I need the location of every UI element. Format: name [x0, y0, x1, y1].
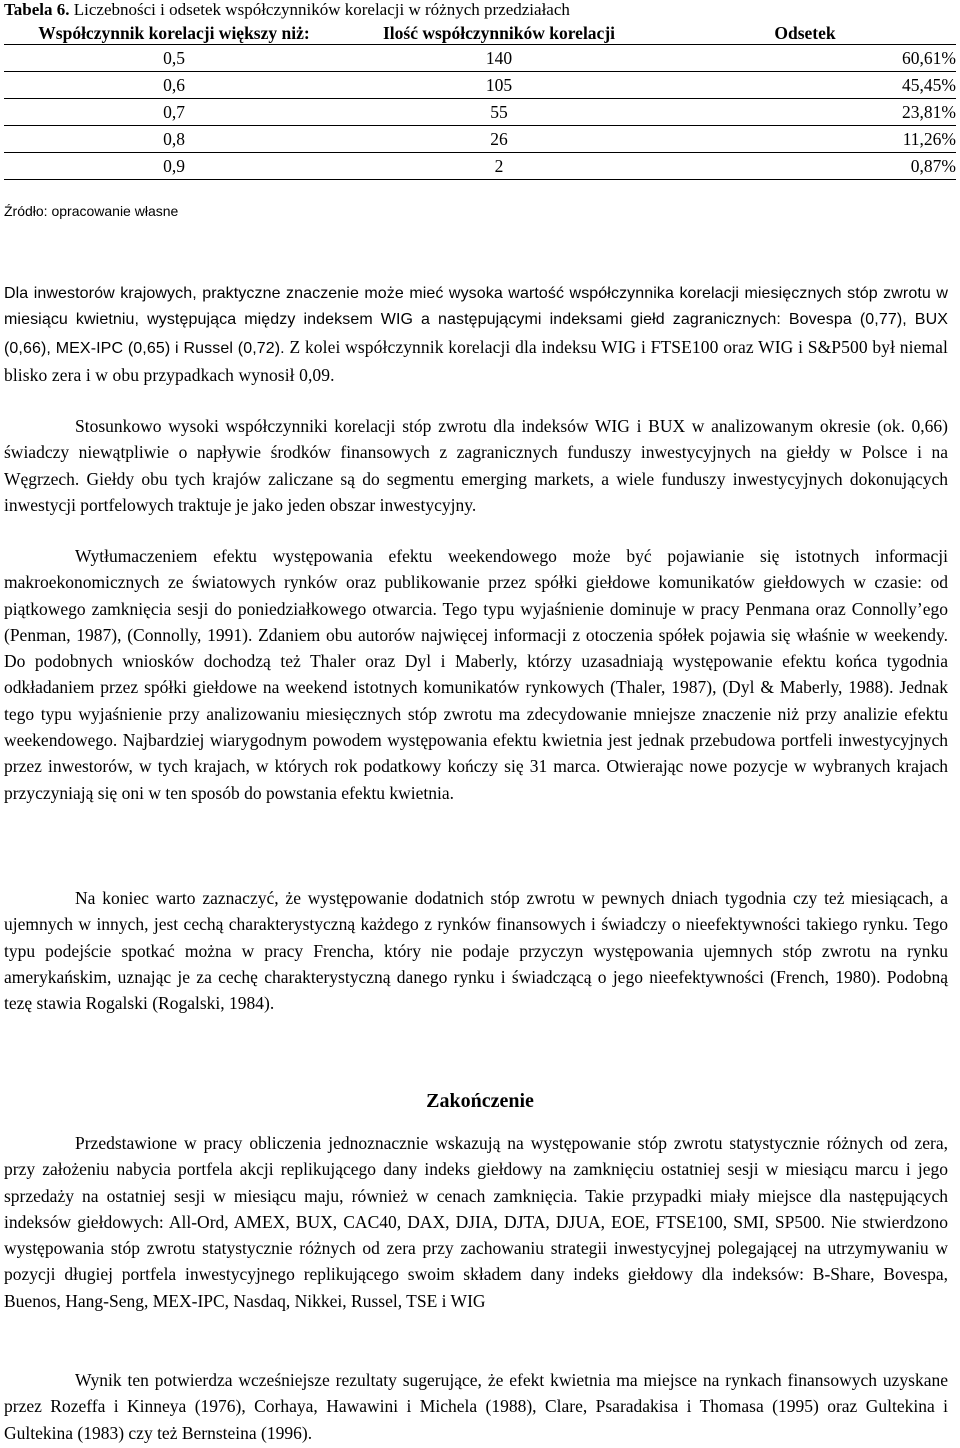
cell-threshold: 0,9 — [4, 153, 344, 180]
paragraph-confirmation: Wynik ten potwierdza wcześniejsze rezultaty sugerujące, że efekt kwietnia ma miejsce na rynkach finansowych uzyskane przez Rozeffa i Kinneya (1976), Corhaya, Hawawini i Michela (1988), Clare, Psaradakisa i Thomasa (1995) oraz Gultekina i Gultekina (1983) czy też Bernsteina (1996). — [4, 1370, 948, 1443]
paragraph-correlation-text: Dla inwestorów krajowych, praktyczne znaczenie może mieć wysoka wartość współczynnika korelacji miesięcznych stóp zwrotu w miesiącu kwietniu, występująca między indeksem WIG a następującymi indeksami giełd zagranicznych: Bovespa (0,77), BUX (0,66), MEX-IPC (0,65) i Russel (0,72). — [4, 285, 948, 357]
cell-threshold: 0,7 — [4, 99, 344, 126]
paragraph-correlation-text-cont: Z kolei współczynnik korelacji dla indeksu WIG i FTSE100 oraz WIG i S&P500 był niemal blisko zera i w obu przypadkach wynosił 0,09. — [4, 336, 948, 385]
table-row — [4, 153, 956, 180]
table-caption-label: Tabela 6. — [4, 0, 70, 19]
table-caption — [4, 0, 956, 20]
cell-percent: 11,26% — [654, 126, 956, 153]
table-row — [4, 126, 956, 153]
section-heading: Zakończenie — [426, 1090, 534, 1112]
table-source-note: Źródło: opracowanie własne — [4, 203, 179, 219]
column-header-percent: Odsetek — [654, 22, 956, 45]
cell-count: 55 — [344, 99, 654, 126]
paragraph-market-inefficiency: Na koniec warto zaznaczyć, że występowanie dodatnich stóp zwrotu w pewnych dniach tygodnia czy też miesiącach, a ujemnych w innych, jest cechą charakterystyczną każdego z rynków finansowych i świadczy o nieefektywności takiego rynku. Tego typu podejście spotkać można w pracy Frencha, który nie podaje przyczyn występowania ujemnych stóp zwrotu na rynku amerykańskim, uznając je za cechę charakterystyczną danego rynku i świadczącą o jego nieefektywności (French, 1980). Podobną tezę stawia Rogalski (Rogalski, 1984). — [4, 888, 948, 1014]
cell-percent: 0,87% — [654, 153, 956, 180]
cell-threshold: 0,6 — [4, 72, 344, 99]
column-header-count: Ilość współczynników korelacji — [344, 22, 654, 45]
cell-percent: 60,61% — [654, 45, 956, 72]
paragraph-conclusion: Przedstawione w pracy obliczenia jednoznacznie wskazują na występowanie stóp zwrotu statystycznie różnych od zera, przy założeniu nabycia portfela akcji replikującego dany indeks giełdowy na zamknięciu ostatniej sesji w miesiącu marcu i jego sprzedaży na ostatniej sesji w miesiącu maju, również w cenach zamknięcia. Takie przypadki miały miejsce dla następujących indeksów giełdowych: All-Ord, AMEX, BUX, CAC40, DAX, DJIA, DJTA, DJUA, EOE, FTSE100, SMI, SP500. Nie stwierdzono występowania stóp zwrotu statystycznie różnych od zera przy zachowaniu strategii inwestycyjnej polegającej na utrzymywaniu w pozycji długiej portfela inwestycyjnego replikującego swoim składem dany indeks giełdowy dla indeksów: B-Share, Bovespa, Buenos, Hang-Seng, MEX-IPC, Nasdaq, Nikkei, Russel, TSE i WIG — [4, 1133, 948, 1311]
cell-threshold: 0,5 — [4, 45, 344, 72]
table-header-row — [4, 22, 956, 45]
paragraph-weekend-effect: Wytłumaczeniem efektu występowania efektu weekendowego może być pojawianie się istotnych informacji makroekonomicznych ze światowych rynków oraz publikowanie przez spółki giełdowe komunikatów giełdowych w czasie: od piątkowego zamknięcia sesji do poniedziałkowego otwarcia. Tego typu wyjaśnienie dominuje w pracy Penmana oraz Connolly’ego (Penman, 1987), (Connolly, 1991). Zdaniem obu autorów najwięcej informacji z otoczenia spółek pojawia się właśnie w weekendy. Do podobnych wniosków dochodzą też Thaler oraz Dyl i Maberly, którzy uzasadniają występowanie efektu końca tygodnia odkładaniem przez spółki giełdowe na weekend istotnych komunikatów rynkowych (Thaler, 1987), (Dyl & Maberly, 1988). Jednak tego typu wyjaśnienie przy analizowaniu miesięcznych stóp zwrotu ma zdecydowanie mniejsze znaczenie niż przy analizie efektu weekendowego. Najbardziej wiarygodnym powodem występowania efektu kwietnia jest jednak przebudowa portfeli inwestycyjnych przez inwestorów, w tych krajach, w których rok podatkowy kończy się 31 marca. Otwierając nowe pozycje w wybranych krajach przyczyniają się oni w ten sposób do powstania efektu kwietnia. — [4, 546, 948, 803]
table-caption-text: Liczebności i odsetek współczynników korelacji w różnych przedziałach — [73, 0, 570, 19]
cell-threshold: 0,8 — [4, 126, 344, 153]
cell-percent: 45,45% — [654, 72, 956, 99]
cell-count: 140 — [344, 45, 654, 72]
cell-count: 26 — [344, 126, 654, 153]
paragraph-correlation-sans — [4, 281, 948, 390]
cell-count: 2 — [344, 153, 654, 180]
table-row — [4, 45, 956, 72]
paragraph-wig-bux: Stosunkowo wysoki współczynniki korelacji stóp zwrotu dla indeksów WIG i BUX w analizowanym okresie (ok. 0,66) świadczy niewątpliwie o napływie środków finansowych z zagranicznych funduszy inwestycyjnych na giełdy w Polsce i na Węgrzech. Giełdy obu tych krajów zaliczane są do segmentu emerging markets, a wiele funduszy inwestycyjnych dokonujących inwestycji portfelowych traktuje je jako jeden obszar inwestycyjny. — [4, 416, 948, 515]
table-row — [4, 72, 956, 99]
cell-percent: 23,81% — [654, 99, 956, 126]
correlation-table — [4, 22, 956, 180]
column-header-threshold: Współczynnik korelacji większy niż: — [4, 22, 344, 45]
cell-count: 105 — [344, 72, 654, 99]
table-row — [4, 99, 956, 126]
